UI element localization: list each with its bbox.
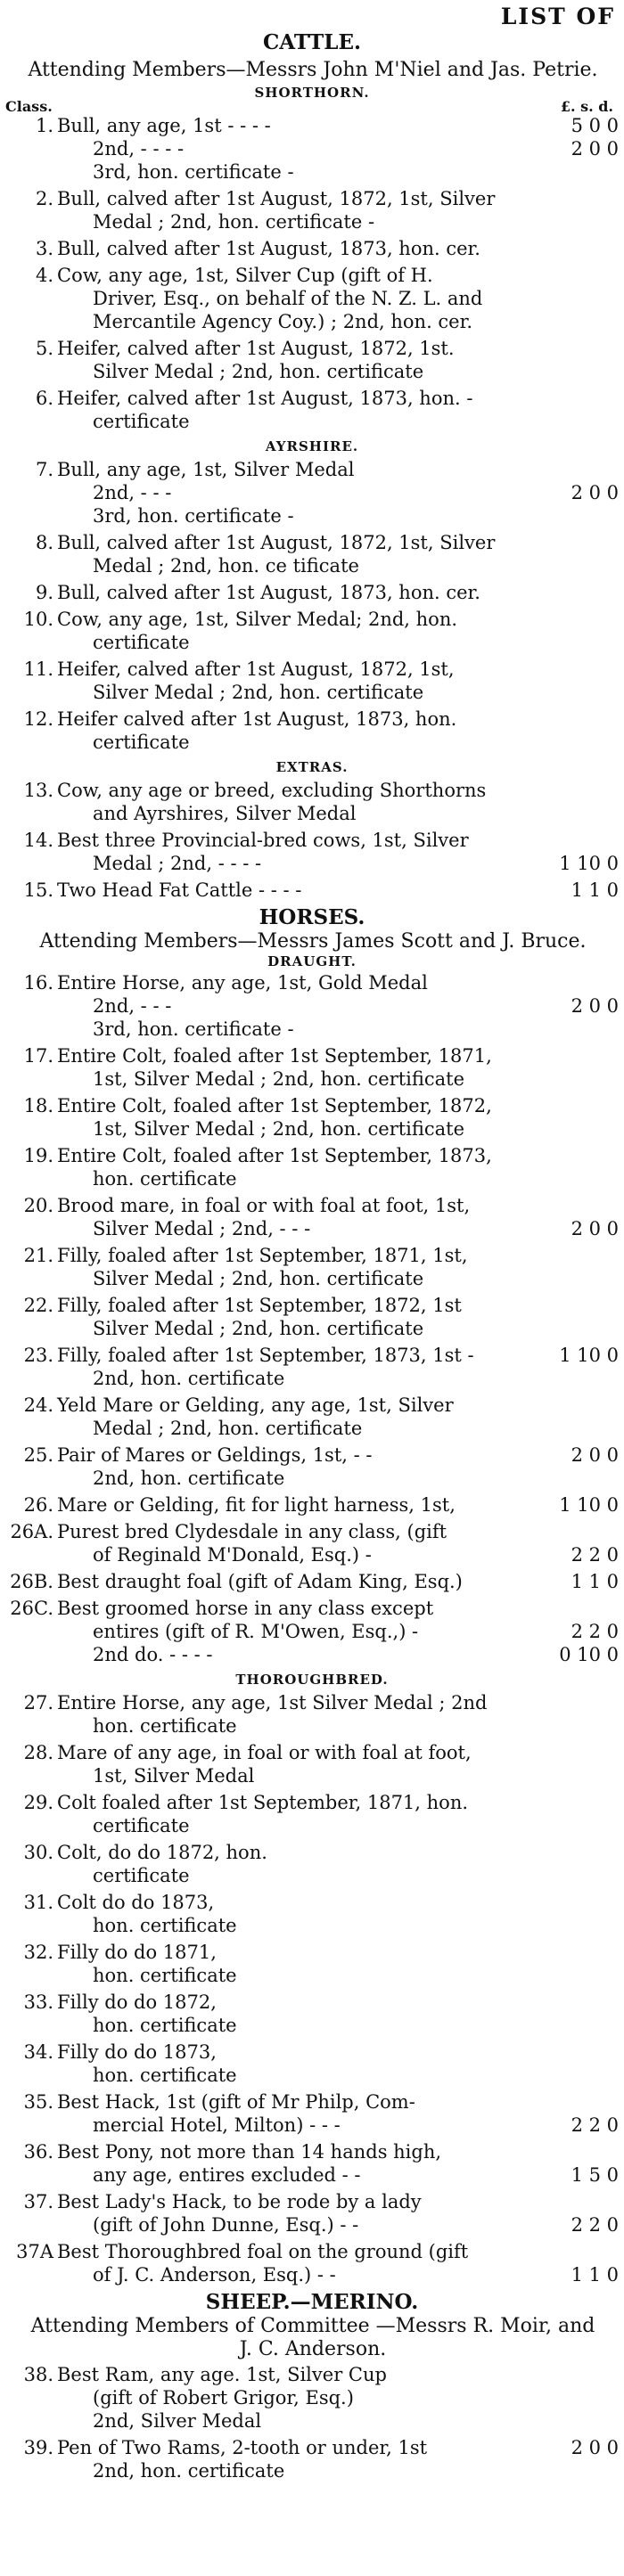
page-header: LIST OF: [500, 4, 615, 29]
entry-number: 4.: [35, 265, 53, 286]
entry-number: 16.: [23, 972, 53, 994]
entry-number: 10.: [23, 609, 53, 630]
entry-text: Bull, calved after 1st August, 1873, hon. cer.: [57, 582, 480, 603]
entry-amount: 2 0 0: [571, 995, 619, 1017]
entry-number: 6.: [35, 388, 53, 409]
entry-text: Heifer calved after 1st August, 1873, hon.: [57, 708, 457, 730]
entry-text: Bull, calved after 1st August, 1872, 1st, Silver: [57, 532, 496, 553]
entry-text-continued: 2nd do. - - - -: [93, 1644, 213, 1665]
entry-amount: 2 2 0: [571, 2114, 619, 2136]
entry-amount: 2 2 0: [571, 1544, 619, 1566]
entry-text: Filly do do 1871,: [57, 1942, 217, 1963]
extras-heading: EXTRAS.: [275, 759, 349, 775]
entry-text: Pair of Mares or Geldings, 1st, - -: [57, 1444, 373, 1466]
ayrshire-heading: AYRSHIRE.: [265, 438, 359, 454]
entry-number: 35.: [23, 2091, 53, 2113]
entry-text: Best draught foal (gift of Adam King, Esq.): [57, 1571, 463, 1592]
entry-text-continued: Silver Medal ; 2nd, hon. certificate: [93, 1318, 424, 1339]
shorthorn-entry: [0, 114, 624, 184]
class-label: Class.: [5, 98, 53, 115]
entry-text: Best Ram, any age. 1st, Silver Cup: [57, 2364, 387, 2385]
entry-text: Heifer, calved after 1st August, 1872, 1st.: [57, 338, 455, 359]
entry-text: Heifer, calved after 1st August, 1873, hon. -: [57, 388, 473, 409]
entry-text-continued: 2nd, - - -: [93, 995, 172, 1017]
entry-text-continued: certificate: [93, 732, 190, 753]
entry-number: 38.: [23, 2364, 53, 2385]
entry-text: Bull, calved after 1st August, 1872, 1st, Silver: [57, 188, 496, 209]
sheep-attending-1: Attending Members of Committee —Messrs R. Moir, and: [30, 2315, 595, 2337]
entry-text: Two Head Fat Cattle - - - -: [57, 879, 302, 901]
entry-number: 39.: [23, 2437, 53, 2458]
entry-text-continued: entires (gift of R. M'Owen, Esq.,) -: [93, 1621, 419, 1642]
entry-text: Best Lady's Hack, to be rode by a lady: [57, 2191, 422, 2212]
entry-text-continued: (gift of Robert Grigor, Esq.): [93, 2387, 354, 2408]
entry-text-continued: Silver Medal ; 2nd, hon. certificate: [93, 1268, 424, 1289]
draught-heading: DRAUGHT.: [267, 953, 357, 969]
entry-amount: 2 0 0: [571, 482, 619, 503]
entry-text: Entire Colt, foaled after 1st September, 1873,: [57, 1145, 492, 1166]
entry-number: 29.: [23, 1792, 53, 1813]
entry-text-continued: Medal ; 2nd, hon. certificate -: [93, 211, 375, 233]
entry-text-continued: and Ayrshires, Silver Medal: [93, 803, 357, 824]
entry-text-continued: 1st, Silver Medal ; 2nd, hon. certificate: [93, 1118, 465, 1140]
entry-number: 7.: [35, 459, 53, 480]
entry-amount: 1 5 0: [571, 2164, 619, 2186]
entry-text-continued: hon. certificate: [93, 2065, 237, 2086]
entry-text: Best Hack, 1st (gift of Mr Philp, Com-: [57, 2091, 415, 2113]
entry-number: 13.: [23, 780, 53, 801]
entry-text: Mare of any age, in foal or with foal at foot,: [57, 1742, 472, 1763]
entry-amount: 2 0 0: [571, 2437, 619, 2458]
entry-number: 23.: [23, 1345, 53, 1366]
sheep-entry: [0, 2436, 624, 2506]
entry-text: Pen of Two Rams, 2-tooth or under, 1st: [57, 2437, 428, 2458]
entry-amount: 1 1 0: [571, 2264, 619, 2286]
entry-number: 34.: [23, 2041, 53, 2063]
entry-text: Purest bred Clydesdale in any class, (gift: [57, 1521, 447, 1542]
entry-amount: 1 1 0: [571, 1571, 619, 1592]
entry-text: Entire Colt, foaled after 1st September, 1871,: [57, 1045, 492, 1067]
entry-amount: 2 2 0: [571, 1621, 619, 1642]
entry-text-continued: 2nd, - - -: [93, 482, 172, 503]
entry-number: 17.: [23, 1045, 53, 1067]
entry-number: 28.: [23, 1742, 53, 1763]
entry-number: 26A.: [10, 1521, 53, 1542]
entry-number: 24.: [23, 1394, 53, 1416]
entry-number: 20.: [23, 1195, 53, 1216]
entry-number: 33.: [23, 1991, 53, 2013]
entry-text: Mare or Gelding, fit for light harness, 1st,: [57, 1494, 456, 1516]
horses-attending: Attending Members—Messrs James Scott and J. Bruce.: [39, 930, 587, 953]
ayrshire-entry: [0, 458, 624, 527]
entry-text: Colt do do 1873,: [57, 1892, 215, 1913]
entry-text: Bull, any age, 1st - - - -: [57, 115, 271, 136]
entry-text-continued: certificate: [93, 632, 190, 653]
shorthorn-heading: SHORTHORN.: [254, 85, 370, 101]
entry-text: Best Thoroughbred foal on the ground (gift: [57, 2241, 469, 2262]
entry-number: 19.: [23, 1145, 53, 1166]
entry-text-continued: Medal ; 2nd, hon. ce tificate: [93, 555, 359, 577]
entry-text-continued: 2nd, hon. certificate: [93, 1468, 285, 1489]
entry-number: 18.: [23, 1095, 53, 1116]
entry-number: 27.: [23, 1692, 53, 1713]
entry-number: 8.: [35, 532, 53, 553]
entry-text-continued: 1st, Silver Medal: [93, 1765, 255, 1787]
shorthorn-entry: [0, 264, 624, 333]
entry-amount: 0 10 0: [559, 1644, 619, 1665]
entry-text: Bull, calved after 1st August, 1873, hon. cer.: [57, 238, 480, 259]
entry-text: Cow, any age or breed, excluding Shorthorns: [57, 780, 487, 801]
sheep-entry: [0, 2363, 624, 2433]
sheep-title: SHEEP.—MERINO.: [205, 2290, 419, 2314]
entry-text-continued: Driver, Esq., on behalf of the N. Z. L. and: [93, 288, 483, 309]
entry-text-continued: mercial Hotel, Milton) - - -: [93, 2114, 341, 2136]
entry-text-continued: 2nd, hon. certificate: [93, 2460, 285, 2482]
entry-text-continued: 3rd, hon. certificate -: [93, 505, 294, 527]
entry-number: 36.: [23, 2141, 53, 2163]
entry-amount: 1 10 0: [559, 853, 619, 874]
entry-text: Filly do do 1873,: [57, 2041, 217, 2063]
entry-text-continued: 2nd, - - - -: [93, 138, 185, 159]
entry-amount: 5 0 0: [571, 115, 619, 136]
entry-text-continued: 1st, Silver Medal ; 2nd, hon. certificate: [93, 1068, 465, 1090]
entry-text-continued: certificate: [93, 1865, 190, 1886]
entry-text: Heifer, calved after 1st August, 1872, 1st,: [57, 658, 455, 680]
entry-number: 32.: [23, 1942, 53, 1963]
entry-text-continued: of Reginald M'Donald, Esq.) -: [93, 1544, 372, 1566]
entry-amount: 1 10 0: [559, 1345, 619, 1366]
entry-number: 14.: [23, 830, 53, 851]
entry-text: Filly, foaled after 1st September, 1872, 1st: [57, 1295, 462, 1316]
entry-text-continued: hon. certificate: [93, 1168, 237, 1190]
entry-amount: 1 1 0: [571, 879, 619, 901]
entry-text: Bull, any age, 1st, Silver Medal: [57, 459, 355, 480]
entry-number: 37A: [16, 2241, 53, 2262]
entry-text-continued: hon. certificate: [93, 1965, 237, 1986]
entry-text: Entire Colt, foaled after 1st September, 1872,: [57, 1095, 492, 1116]
draught-entry: [0, 1597, 624, 1666]
entry-number: 2.: [35, 188, 53, 209]
entry-text-continued: certificate: [93, 1815, 190, 1836]
entry-text-continued: Mercantile Agency Coy.) ; 2nd, hon. cer.: [93, 311, 473, 332]
entry-text: Best Pony, not more than 14 hands high,: [57, 2141, 442, 2163]
entry-text-continued: (gift of John Dunne, Esq.) - -: [93, 2214, 359, 2236]
entry-text-continued: hon. certificate: [93, 1715, 237, 1737]
thoroughbred-heading: THOROUGHBRED.: [235, 1672, 389, 1688]
entry-number: 26.: [23, 1494, 53, 1516]
entry-text: Filly, foaled after 1st September, 1871, 1st,: [57, 1245, 468, 1266]
entry-number: 3.: [35, 238, 53, 259]
entry-text-continued: Medal ; 2nd, hon. certificate: [93, 1418, 363, 1439]
entry-amount: 2 2 0: [571, 2214, 619, 2236]
entry-text-continued: any age, entires excluded - -: [93, 2164, 361, 2186]
entry-text-continued: 2nd, Silver Medal: [93, 2410, 262, 2432]
entry-text: Filly, foaled after 1st September, 1873, 1st -: [57, 1345, 474, 1366]
entry-text-continued: hon. certificate: [93, 2015, 237, 2036]
entry-number: 30.: [23, 1842, 53, 1863]
entry-text: Filly do do 1872,: [57, 1991, 217, 2013]
entry-text-continued: Silver Medal ; 2nd, hon. certificate: [93, 361, 424, 382]
draught-entry: [0, 971, 624, 1041]
entry-amount: 2 0 0: [571, 1444, 619, 1466]
entry-number: 1.: [35, 115, 53, 136]
entry-amount: 2 0 0: [571, 1218, 619, 1239]
entry-text: Best groomed horse in any class except: [57, 1598, 434, 1619]
entry-amount: 2 0 0: [571, 138, 619, 159]
entry-text-continued: Silver Medal ; 2nd, - - -: [93, 1218, 311, 1239]
money-heading: £. s. d.: [560, 98, 613, 115]
sheep-attending-2: J. C. Anderson.: [239, 2338, 387, 2360]
entry-text-continued: 2nd, hon. certificate: [93, 1368, 285, 1389]
entry-number: 37.: [23, 2191, 53, 2212]
entry-text-continued: 3rd, hon. certificate -: [93, 161, 294, 183]
entry-text: Best three Provincial-bred cows, 1st, Silver: [57, 830, 469, 851]
entry-text: Entire Horse, any age, 1st, Gold Medal: [57, 972, 428, 994]
entry-number: 12.: [23, 708, 53, 730]
entry-number: 25.: [23, 1444, 53, 1466]
entry-amount: 1 10 0: [559, 1494, 619, 1516]
entry-text: Cow, any age, 1st, Silver Cup (gift of H.: [57, 265, 433, 286]
horses-title: HORSES.: [259, 905, 365, 929]
entry-text-continued: Silver Medal ; 2nd, hon. certificate: [93, 682, 424, 703]
entry-text-continued: 3rd, hon. certificate -: [93, 1018, 294, 1040]
entry-number: 26C.: [10, 1598, 53, 1619]
entry-text: Brood mare, in foal or with foal at foot, 1st,: [57, 1195, 471, 1216]
entry-number: 15.: [23, 879, 53, 901]
entry-text: Entire Horse, any age, 1st Silver Medal ; 2nd: [57, 1692, 488, 1713]
entry-text-continued: hon. certificate: [93, 1915, 237, 1936]
entry-number: 26B.: [10, 1571, 53, 1592]
entry-text: Colt, do do 1872, hon.: [57, 1842, 267, 1863]
entry-number: 5.: [35, 338, 53, 359]
entry-number: 21.: [23, 1245, 53, 1266]
entry-text-continued: certificate: [93, 411, 190, 432]
entry-text: Yeld Mare or Gelding, any age, 1st, Silver: [57, 1394, 454, 1416]
entry-number: 31.: [23, 1892, 53, 1913]
cattle-attending: Attending Members—Messrs John M'Niel and Jas. Petrie.: [28, 59, 598, 81]
entry-text-continued: Medal ; 2nd, - - - -: [93, 853, 262, 874]
entry-text: Cow, any age, 1st, Silver Medal; 2nd, hon.: [57, 609, 458, 630]
cattle-title: CATTLE.: [262, 30, 361, 54]
entry-number: 22.: [23, 1295, 53, 1316]
entry-number: 9.: [35, 582, 53, 603]
entry-number: 11.: [23, 658, 53, 680]
entry-text-continued: of J. C. Anderson, Esq.) - -: [93, 2264, 336, 2286]
entry-text: Colt foaled after 1st September, 1871, hon.: [57, 1792, 469, 1813]
